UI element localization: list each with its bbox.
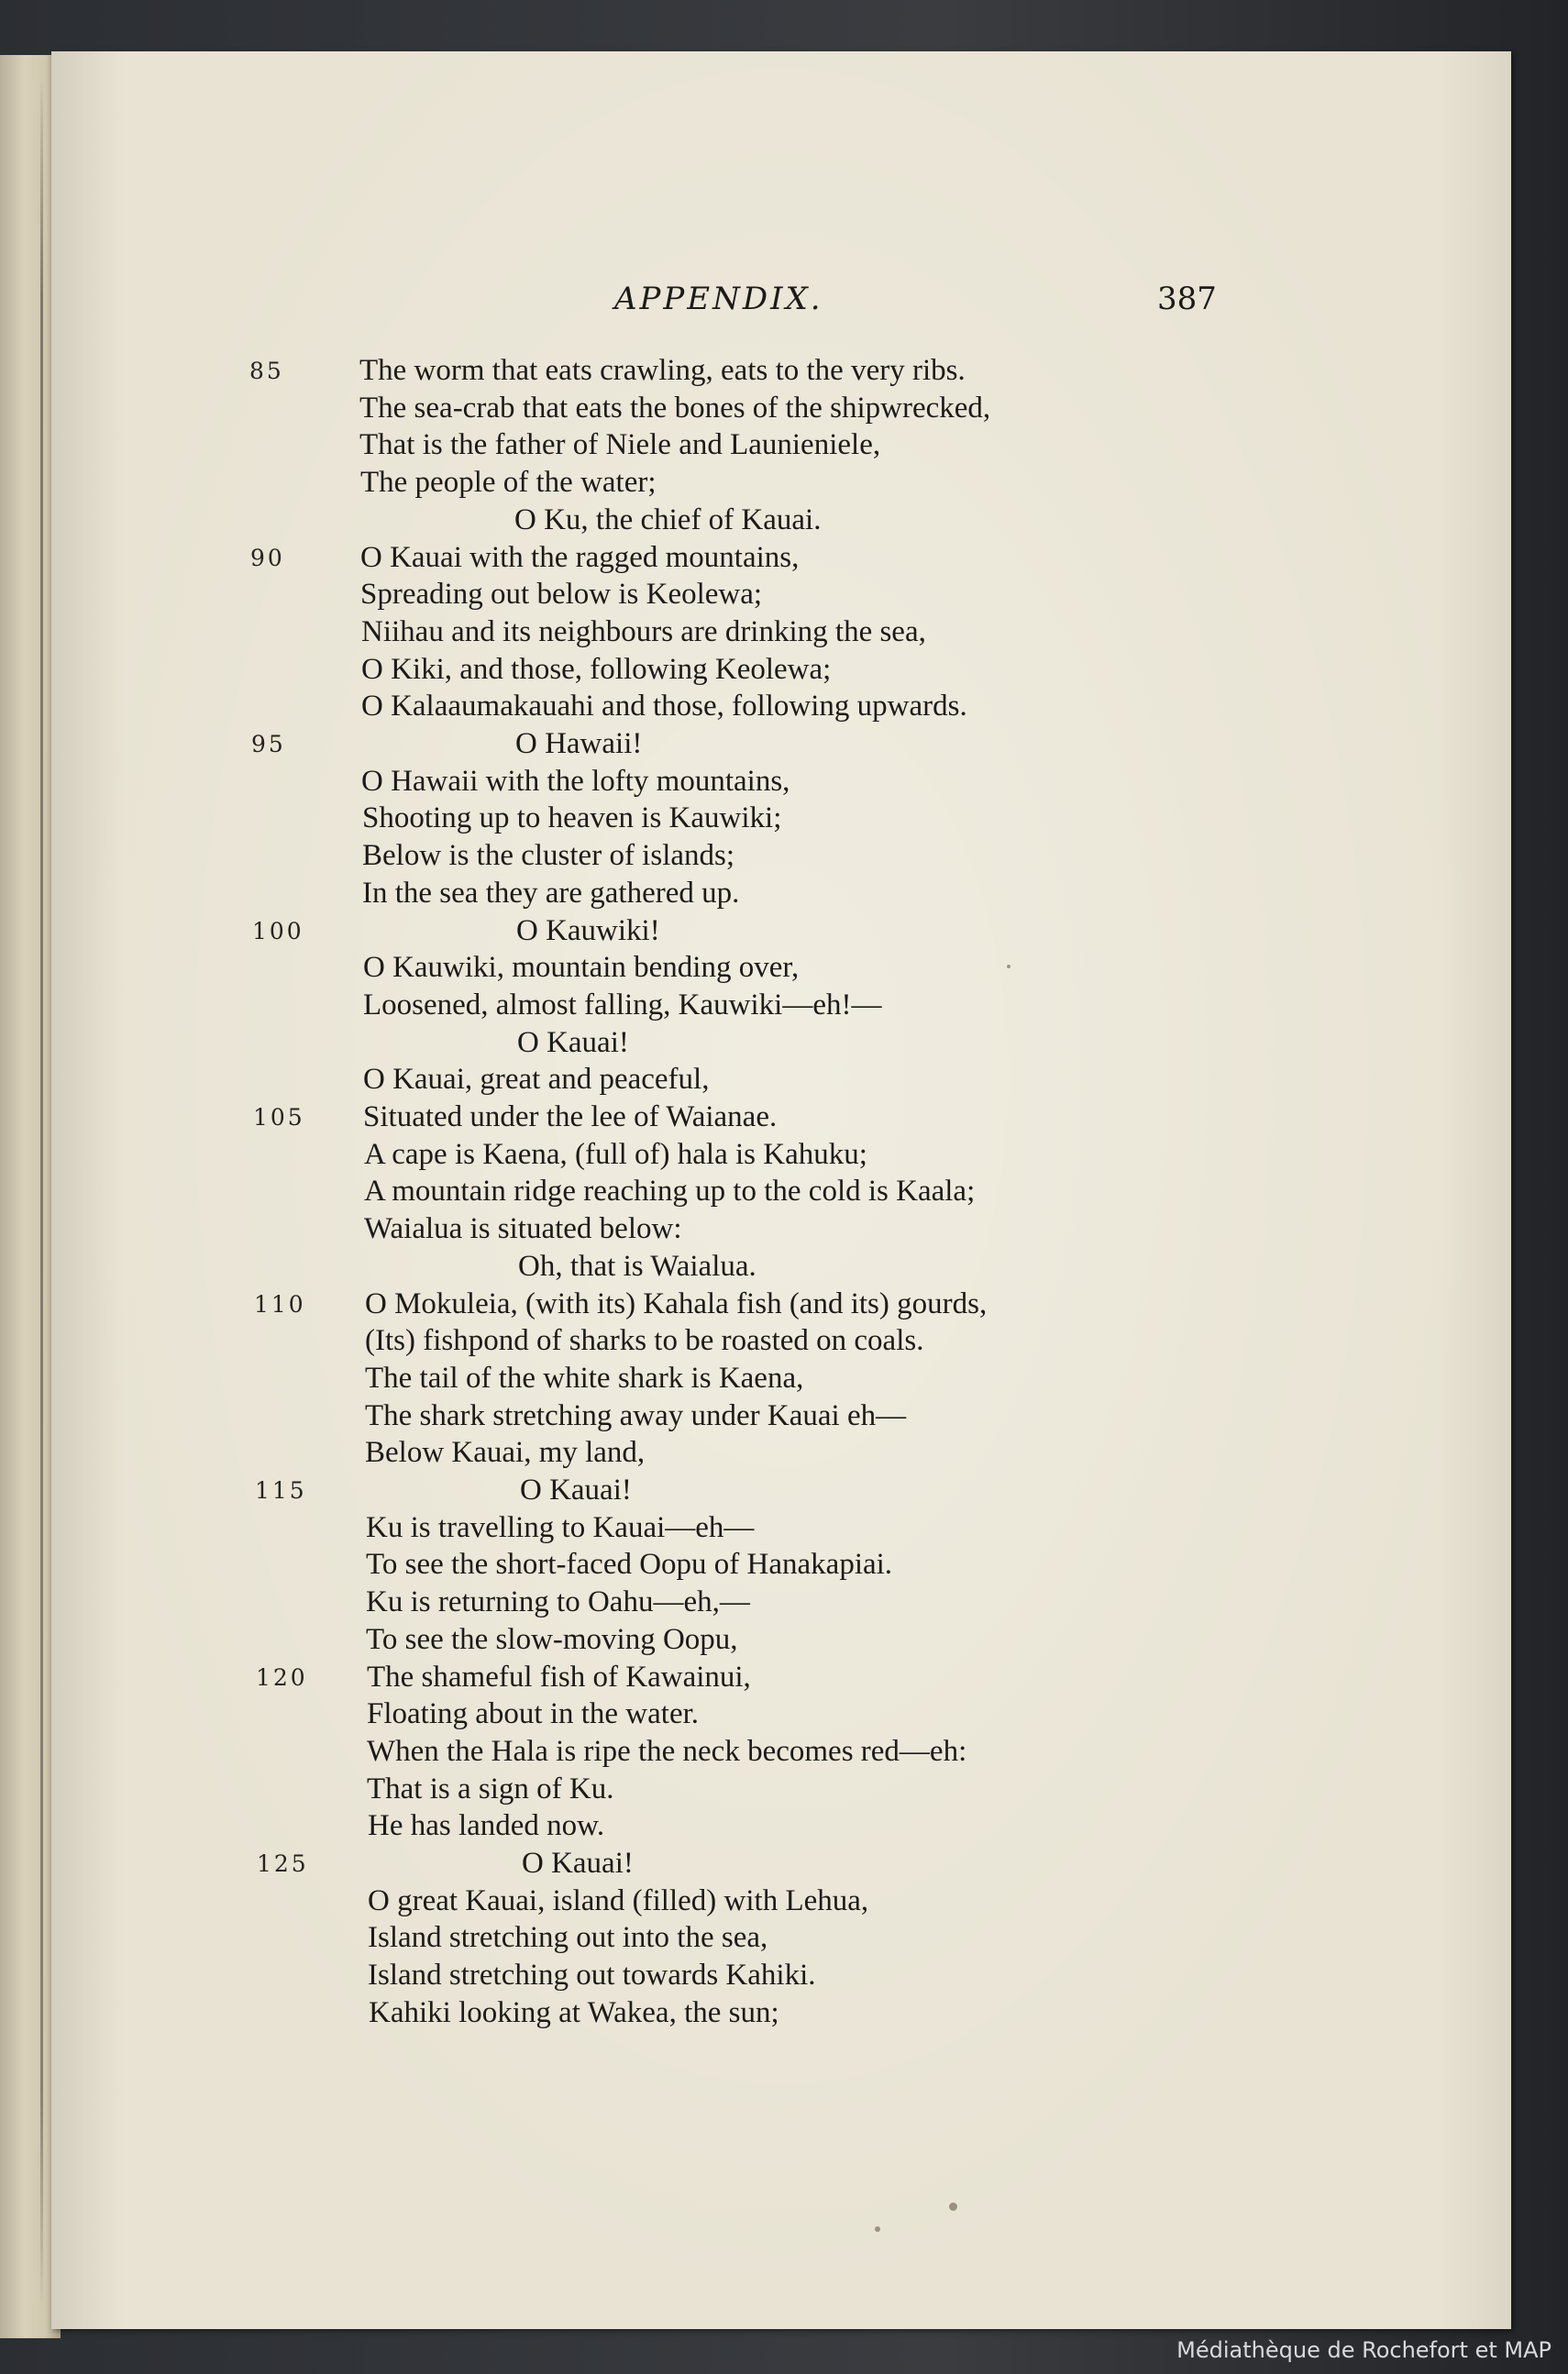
verse-line: Floating about in the water. [367, 1697, 700, 1730]
verse-line: Situated under the lee of Waianae. [363, 1100, 778, 1133]
ink-speck [875, 2226, 880, 2232]
verse-line: O Kauai with the ragged mountains, [360, 541, 800, 574]
verse-line: The sea-crab that eats the bones of the shipwrecked, [359, 392, 991, 425]
library-watermark: Médiathèque de Rochefort et MAP [1176, 2337, 1551, 2363]
verse-line: Below Kauai, my land, [365, 1436, 646, 1469]
verse-line: O Kauai! [522, 1847, 634, 1880]
verse-line: Waialua is situated below: [364, 1212, 682, 1245]
verse-number: 115 [255, 1477, 307, 1504]
verse-number: 85 [249, 358, 284, 384]
verse-number: 125 [257, 1850, 309, 1877]
verse-line: Spreading out below is Keolewa; [360, 578, 763, 611]
verse-line: When the Hala is ripe the neck becomes red—eh: [367, 1735, 967, 1768]
page-number: 387 [1157, 281, 1217, 317]
verse-number: 120 [256, 1664, 308, 1691]
verse-line: A cape is Kaena, (full of) hala is Kahuku; [364, 1138, 867, 1171]
verse-line: O Mokuleia, (with its) Kahala fish (and its) gourds, [365, 1287, 988, 1320]
verse-line: O Kalaaumakauahi and those, following upwards. [361, 690, 967, 723]
verse-line: O Kauwiki! [516, 914, 660, 947]
verse-line: The people of the water; [360, 466, 657, 499]
verse-line: O Hawaii with the lofty mountains, [361, 765, 790, 798]
verse-line: O Hawaii! [515, 727, 643, 760]
verse-line: Loosened, almost falling, Kauwiki—eh!— [363, 988, 882, 1021]
verse-line: O great Kauai, island (filled) with Lehua, [368, 1884, 869, 1917]
running-header-title: APPENDIX. [614, 281, 823, 317]
verse-line: That is a sign of Ku. [367, 1772, 614, 1805]
verse-line: He has landed now. [368, 1809, 605, 1842]
ink-speck [949, 2203, 957, 2211]
verse-line: To see the slow-moving Oopu, [366, 1623, 738, 1656]
verse-line: Below is the cluster of islands; [362, 839, 735, 872]
verse-line: The shameful fish of Kawainui, [367, 1661, 751, 1694]
verse-line: The worm that eats crawling, eats to the very ribs. [359, 354, 966, 387]
verse-line: O Kauai! [520, 1474, 632, 1507]
verse-number: 105 [253, 1104, 305, 1131]
verse-line: O Kiki, and those, following Keolewa; [361, 653, 832, 686]
verse-number: 100 [252, 918, 304, 944]
verse-line: (Its) fishpond of sharks to be roasted on coals. [365, 1324, 924, 1357]
verse-number: 90 [250, 545, 285, 571]
verse-line: O Ku, the chief of Kauai. [514, 503, 822, 536]
verse-line: To see the short-faced Oopu of Hanakapiai. [366, 1548, 893, 1581]
verse-line: Shooting up to heaven is Kauwiki; [362, 801, 782, 834]
verse-line: A mountain ridge reaching up to the cold is Kaala; [364, 1175, 976, 1208]
verse-number: 110 [254, 1291, 306, 1318]
verse-number: 95 [251, 731, 286, 757]
verse-line: Kahiki looking at Wakea, the sun; [369, 1996, 779, 2029]
verse-line: In the sea they are gathered up. [362, 877, 740, 910]
verse-line: Ku is travelling to Kauai—eh— [366, 1511, 755, 1544]
verse-line: The tail of the white shark is Kaena, [365, 1362, 804, 1395]
verse-line: Niihau and its neighbours are drinking the sea, [361, 615, 926, 648]
verse-line: Island stretching out towards Kahiki. [368, 1959, 816, 1992]
verse-line: O Kauai! [517, 1026, 629, 1059]
ink-speck [1007, 965, 1010, 968]
verse-line: O Kauwiki, mountain bending over, [363, 951, 800, 984]
verse-line: Island stretching out into the sea, [368, 1921, 768, 1954]
verse-line: Oh, that is Waialua. [518, 1250, 756, 1283]
verse-line: Ku is returning to Oahu—eh,— [366, 1585, 750, 1618]
verse-line: O Kauai, great and peaceful, [363, 1063, 710, 1096]
verse-line: The shark stretching away under Kauai eh— [365, 1399, 907, 1432]
verse-line: That is the father of Niele and Launieniele, [359, 428, 881, 461]
